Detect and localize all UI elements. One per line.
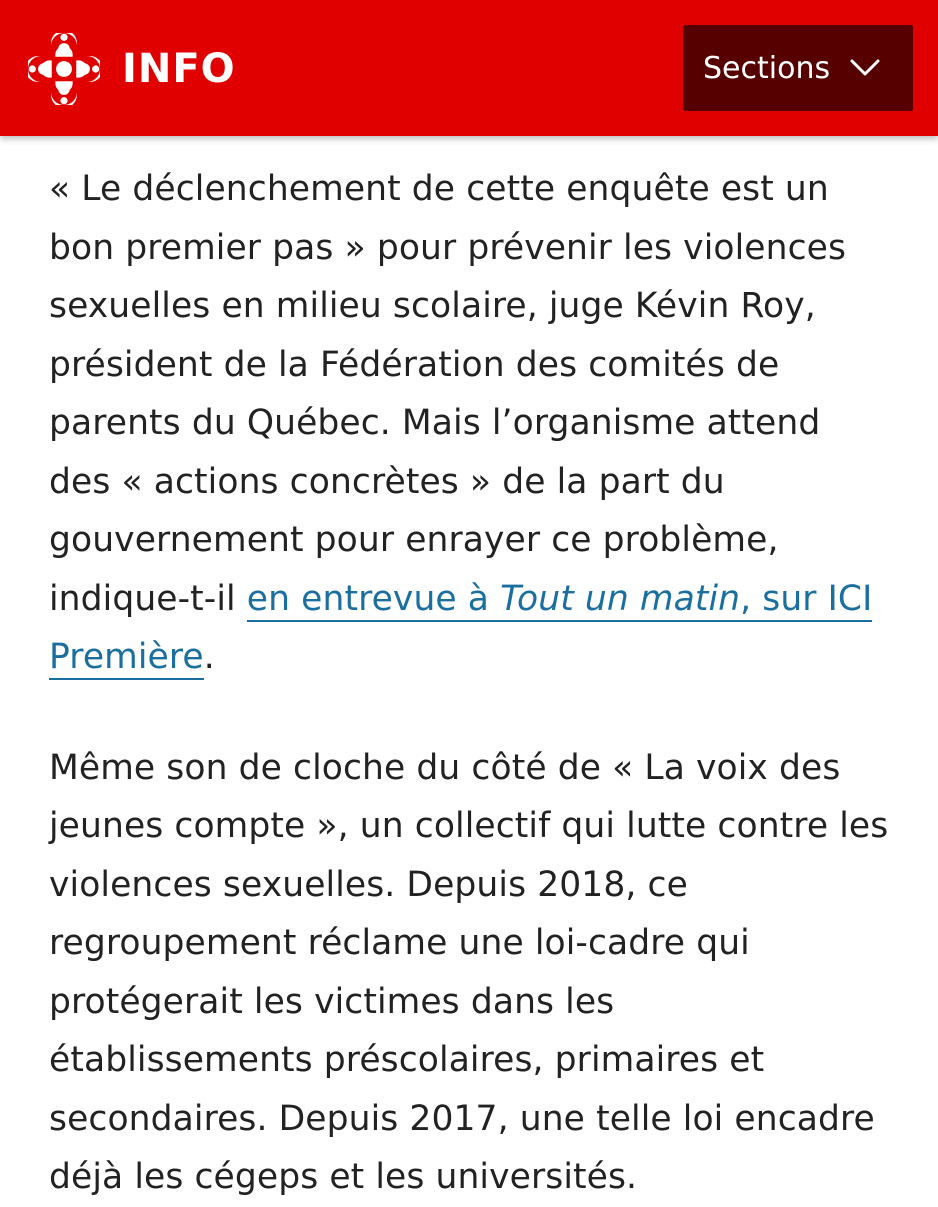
chevron-down-icon bbox=[850, 57, 880, 79]
home-logo-link[interactable] bbox=[28, 36, 236, 102]
article-paragraph bbox=[49, 160, 889, 687]
article-body bbox=[49, 160, 889, 1207]
link-text: en entrevue à bbox=[246, 578, 501, 619]
paragraph-text: « Le déclenchement de cette enquête est un bon premier pas » pour prévenir les violences sexuelles en milieu scolaire, juge Kévin Roy, président de la Fédération des comités de parents du Québec. Mais l’organisme attend des « actions concrètes » de la part du gouvernement pour enrayer ce problème, indique-t-il bbox=[49, 169, 847, 619]
radio-canada-gem-icon bbox=[28, 33, 100, 105]
site-header bbox=[0, 0, 938, 136]
article-paragraph: Même son de cloche du côté de « La voix des jeunes compte », un collectif qui lutte contre les violences sexuelles. Depuis 2018, ce regroupement réclame une loi-cadre qui protégerait les victimes dans les établissements préscolaires, primaires et secondaires. Depuis 2017, une telle loi encadre déjà les cégeps et les universités. bbox=[49, 747, 889, 1197]
sections-button-label: Sections bbox=[703, 50, 831, 86]
paragraph-text: . bbox=[203, 637, 215, 677]
link-text: , sur ICI Première bbox=[49, 578, 873, 677]
show-title: Tout un matin bbox=[500, 578, 741, 619]
sections-menu-button[interactable] bbox=[683, 25, 913, 111]
brand-title: INFO bbox=[122, 46, 236, 92]
